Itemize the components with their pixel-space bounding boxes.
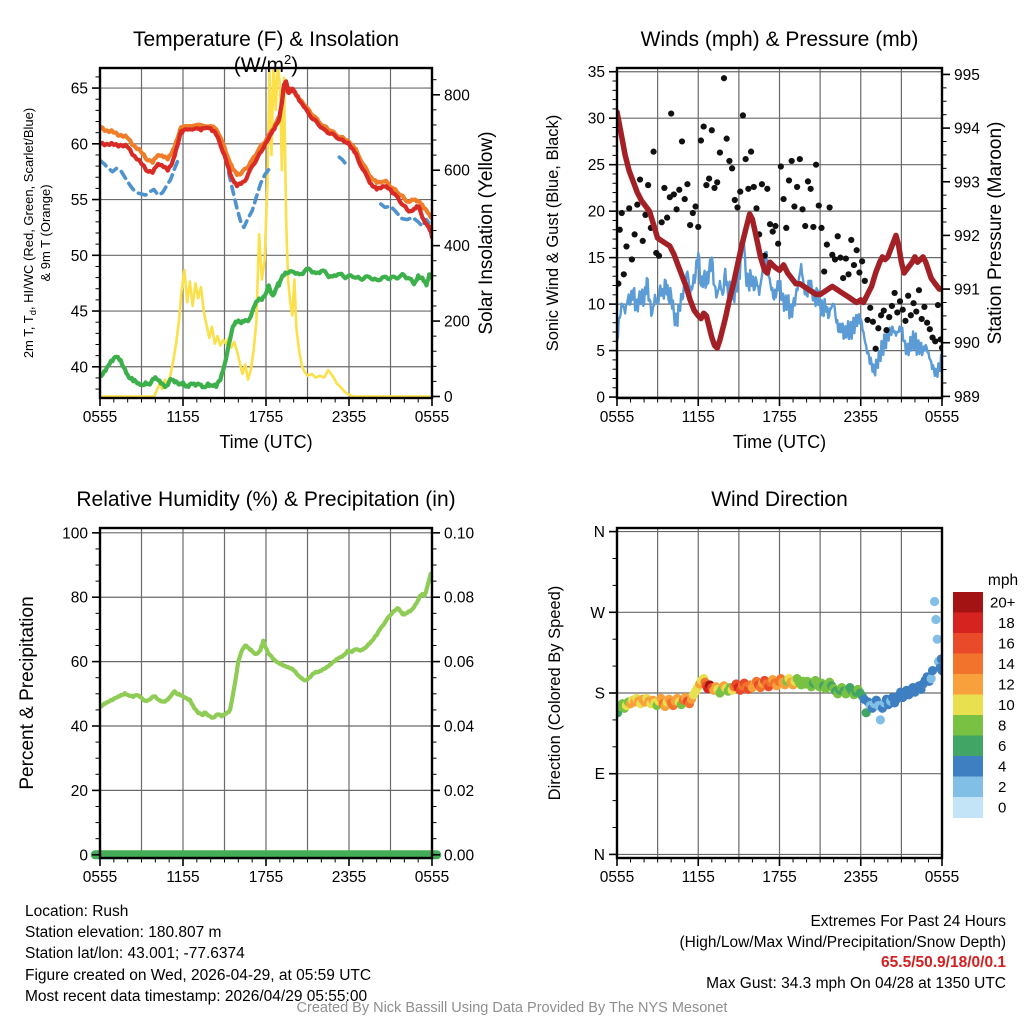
svg-text:40: 40 — [70, 359, 88, 377]
svg-text:0.10: 0.10 — [444, 525, 475, 543]
svg-text:2355: 2355 — [331, 409, 367, 426]
svg-text:0: 0 — [596, 389, 605, 407]
svg-text:60: 60 — [70, 654, 88, 672]
svg-text:40: 40 — [70, 718, 88, 736]
svg-text:0.06: 0.06 — [444, 654, 475, 672]
svg-text:0.00: 0.00 — [444, 847, 475, 865]
speed-colorbar — [953, 572, 1018, 818]
svg-text:Time (UTC): Time (UTC) — [219, 432, 313, 452]
svg-text:Percent & Precipitation: Percent & Precipitation — [17, 596, 38, 790]
svg-text:10: 10 — [587, 296, 605, 314]
svg-text:0555: 0555 — [599, 869, 635, 886]
svg-text:400: 400 — [444, 238, 470, 256]
svg-text:0.02: 0.02 — [444, 782, 475, 800]
extremes-block — [680, 912, 1007, 994]
svg-text:0555: 0555 — [82, 869, 118, 886]
svg-text:0555: 0555 — [414, 409, 450, 426]
svg-text:0555: 0555 — [414, 869, 450, 886]
winds-chart-title: Winds (mph) & Pressure (mb) — [640, 28, 919, 51]
svg-text:990: 990 — [954, 335, 980, 353]
svg-text:Sonic Wind & Gust (Blue, Black: Sonic Wind & Gust (Blue, Black) — [544, 114, 562, 352]
svg-text:0: 0 — [444, 388, 453, 406]
svg-text:Station Pressure (Maroon): Station Pressure (Maroon) — [985, 121, 1006, 345]
svg-text:45: 45 — [70, 303, 88, 321]
svg-text:65: 65 — [70, 80, 88, 98]
svg-text:8: 8 — [998, 717, 1007, 735]
svg-text:991: 991 — [954, 281, 980, 299]
svg-text:2355: 2355 — [843, 409, 878, 426]
title-text: Temperature (F) & Insolation (W/m — [132, 28, 400, 77]
recent-data-timestamp: Most recent data timestamp: 2026/04/29 05:55:00 — [25, 987, 368, 1005]
svg-text:995: 995 — [954, 66, 980, 84]
svg-text:2355: 2355 — [843, 869, 878, 886]
svg-text:0555: 0555 — [82, 409, 118, 426]
station-info-block — [25, 901, 371, 1007]
svg-text:989: 989 — [954, 388, 980, 406]
svg-text:1155: 1155 — [681, 409, 715, 426]
wind-direction-chart-title: Wind Direction — [711, 488, 848, 511]
temperature-insolation-plot — [21, 63, 497, 452]
svg-text:1755: 1755 — [762, 869, 797, 886]
svg-text:0.04: 0.04 — [444, 718, 475, 736]
credit-line: Created By Nick Bassill Using Data Provided By The NYS Mesonet — [296, 1000, 728, 1016]
winds-pressure-plot — [544, 64, 1006, 452]
svg-text:994: 994 — [954, 120, 980, 138]
svg-text:2m T, Td, HI/WC (Red, Green, S: 2m T, $T_d$, HI/WC (Red, Green, Scarlet/Blue) — [21, 107, 38, 359]
station-location: Location: Rush — [25, 903, 129, 920]
svg-text:0555: 0555 — [924, 409, 960, 426]
extremes-heading: Extremes For Past 24 Hours — [810, 913, 1006, 930]
svg-text:600: 600 — [444, 162, 470, 180]
extremes-values: 65.5/50.9/18/0/0.1 — [881, 954, 1006, 971]
gridlines — [100, 528, 432, 858]
svg-text:16: 16 — [998, 635, 1015, 653]
svg-text:35: 35 — [587, 64, 605, 82]
svg-text:1155: 1155 — [166, 409, 200, 426]
svg-text:992: 992 — [954, 227, 980, 245]
svg-text:20: 20 — [70, 782, 88, 800]
svg-text:5: 5 — [596, 343, 605, 361]
axis-labels — [17, 525, 475, 886]
max-gust-line: Max Gust: 34.3 mph On 04/28 at 1350 UTC — [706, 974, 1006, 992]
station-latlon: Station lat/lon: 43.001; -77.6374 — [25, 945, 245, 963]
svg-text:mph: mph — [987, 572, 1019, 589]
svg-text:4: 4 — [998, 758, 1007, 776]
svg-text:1755: 1755 — [248, 869, 284, 886]
extremes-subheading: (High/Low/Max Wind/Precipitation/Snow Depth) — [679, 933, 1006, 951]
svg-text:1155: 1155 — [166, 869, 200, 886]
svg-text:2: 2 — [998, 778, 1007, 796]
svg-text:E: E — [594, 766, 605, 784]
svg-text:0: 0 — [998, 799, 1007, 817]
humidity-precip-plot — [17, 525, 475, 886]
svg-text:0555: 0555 — [599, 409, 635, 426]
svg-text:55: 55 — [70, 192, 88, 210]
svg-text:W: W — [590, 604, 605, 622]
svg-text:12: 12 — [998, 676, 1015, 694]
svg-text:200: 200 — [444, 313, 470, 331]
svg-text:20: 20 — [587, 203, 605, 221]
svg-text:14: 14 — [998, 655, 1015, 673]
title-text-end: ) — [291, 54, 299, 77]
svg-text:0: 0 — [79, 847, 88, 865]
svg-text:1755: 1755 — [248, 409, 284, 426]
svg-text:Time (UTC): Time (UTC) — [732, 432, 827, 452]
svg-text:20+: 20+ — [990, 594, 1016, 612]
svg-text:N: N — [593, 524, 605, 542]
svg-text:6: 6 — [998, 737, 1007, 755]
series-wind-gust — [615, 75, 945, 352]
svg-text:30: 30 — [587, 110, 605, 128]
station-elevation: Station elevation: 180.807 m — [25, 924, 222, 942]
wind-direction-plot — [546, 524, 1018, 886]
svg-text:80: 80 — [70, 589, 88, 607]
svg-text:60: 60 — [70, 136, 88, 154]
svg-text:Solar Insolation (Yellow): Solar Insolation (Yellow) — [476, 131, 497, 335]
svg-text:25: 25 — [587, 157, 605, 175]
svg-text:18: 18 — [998, 614, 1015, 632]
svg-text:50: 50 — [70, 247, 88, 265]
svg-text:10: 10 — [998, 696, 1015, 714]
svg-text:0555: 0555 — [924, 869, 960, 886]
svg-text:N: N — [593, 846, 605, 864]
svg-text:800: 800 — [444, 87, 470, 105]
svg-text:100: 100 — [62, 525, 88, 543]
svg-text:0.08: 0.08 — [444, 589, 475, 607]
svg-text:15: 15 — [587, 250, 605, 268]
temperature-chart-title — [100, 28, 432, 78]
svg-text:& 9m T (Orange): & 9m T (Orange) — [38, 184, 53, 282]
gridlines — [617, 68, 942, 398]
svg-text:1155: 1155 — [681, 869, 715, 886]
svg-text:993: 993 — [954, 174, 980, 192]
svg-text:S: S — [594, 685, 605, 703]
svg-text:1755: 1755 — [762, 409, 797, 426]
title-superscript: 2 — [283, 52, 292, 67]
svg-text:2355: 2355 — [331, 869, 367, 886]
humidity-chart-title: Relative Humidity (%) & Precipitation (in) — [76, 488, 456, 511]
svg-text:Direction (Colored By Speed): Direction (Colored By Speed) — [546, 585, 564, 801]
figure-created-timestamp: Figure created on Wed, 2026-04-29, at 05:59 UTC — [25, 966, 372, 984]
